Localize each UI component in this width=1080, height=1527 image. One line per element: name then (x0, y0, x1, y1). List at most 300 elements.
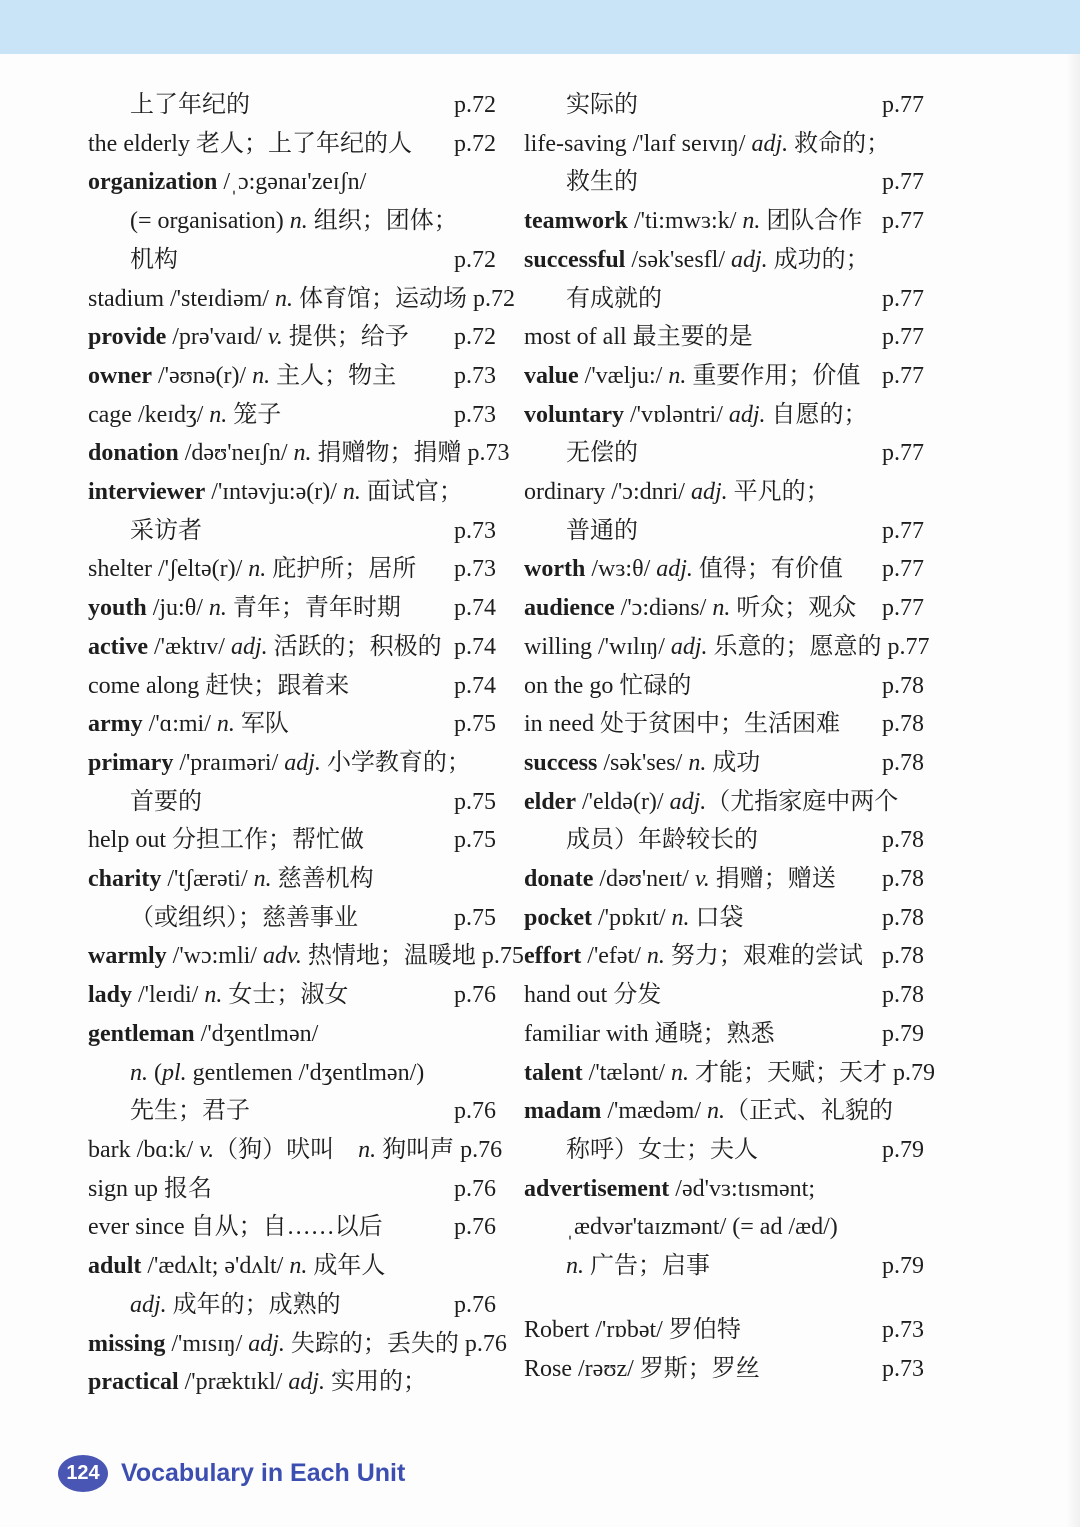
part-of-speech: adv. (262, 943, 302, 970)
vocab-entry-line (88, 125, 496, 164)
entry-detail: /'pɒkɪt/ (592, 904, 672, 931)
vocab-entry-line (88, 280, 515, 319)
page-ref: p.79 (882, 1136, 924, 1163)
entry-detail: 重要作用；价值 (686, 362, 861, 389)
page-ref: p.75 (454, 788, 496, 815)
part-of-speech: adj. (690, 479, 728, 506)
entry-detail: 机构 (130, 246, 178, 273)
entry-detail: 努力；艰难的尝试 (664, 943, 863, 970)
entry-text (88, 1131, 454, 1170)
entry-word: provide (88, 324, 167, 351)
page-ref: p.77 (882, 595, 924, 622)
vocab-entry-line (524, 821, 924, 860)
vocab-entry-line (524, 705, 924, 744)
vocab-entry-line (524, 1208, 924, 1247)
vocab-entry-line (524, 1311, 924, 1350)
page-ref: p.76 (454, 1214, 496, 1241)
entry-detail: 体育馆；运动场 (292, 285, 467, 312)
part-of-speech: n. (670, 1059, 689, 1086)
vocab-entry-line (88, 550, 496, 589)
entry-detail: /'praɪməri/ (173, 749, 285, 776)
entry-detail: 庇护所；居所 (266, 556, 417, 583)
entry-word: interviewer (88, 479, 206, 506)
page-ref: p.74 (454, 595, 496, 622)
entry-detail: 上了年纪的 (130, 92, 250, 118)
part-of-speech: adj. (230, 633, 268, 660)
entry-text (88, 744, 471, 783)
part-of-speech: n. (252, 362, 271, 389)
page-ref: p.78 (882, 672, 924, 699)
part-of-speech: pl. (162, 1059, 187, 1086)
page-ref: p.75 (454, 827, 496, 854)
vocab-entry-line (524, 1247, 924, 1286)
entry-detail: /'tælənt/ (582, 1059, 671, 1086)
vocab-entry-line (524, 512, 924, 551)
entry-text (88, 86, 250, 125)
entry-text (524, 860, 836, 899)
entry-detail: /əd'vɜ:tɪsmənt; (669, 1175, 816, 1202)
page-ref: p.75 (454, 711, 496, 738)
entry-word: donation (88, 440, 179, 467)
entry-text (524, 1131, 758, 1170)
entry-detail: 救生的 (566, 169, 638, 196)
entry-detail: 失踪的；丢失的 (284, 1330, 459, 1357)
page-ref: p.72 (454, 324, 496, 351)
vocab-entry-line (88, 202, 496, 241)
entry-detail: 乐意的；愿意的 (707, 633, 882, 660)
entry-detail: /'əʊnə(r)/ (151, 362, 253, 389)
vocab-entry-line (524, 1350, 924, 1389)
page-ref: p.73 (454, 556, 496, 583)
entry-text (524, 976, 661, 1015)
entry-detail: /'ɔ:diəns/ (614, 595, 713, 622)
entry-text (88, 1363, 427, 1402)
entry-detail: /'leɪdi/ (132, 982, 205, 1009)
entry-word: pocket (524, 904, 592, 931)
entry-word: lady (88, 982, 133, 1009)
entry-detail: 成年的；成熟的 (166, 1291, 341, 1318)
entry-detail: 面试官； (360, 479, 463, 506)
part-of-speech: n. (671, 904, 690, 931)
entry-detail: /'eldə(r)/ (575, 788, 670, 815)
entry-word: voluntary (524, 401, 625, 428)
vocab-entry-line (88, 357, 496, 396)
entry-detail: 军队 (234, 711, 289, 738)
vocab-entry-line (524, 241, 924, 280)
entry-detail: come along 赶快；跟着来 (88, 672, 350, 699)
entry-text (88, 1092, 250, 1131)
entry-detail: cage /keɪdʒ/ (88, 401, 210, 428)
page-ref: p.75 (481, 943, 524, 970)
vocab-entry-line (88, 1131, 503, 1170)
entry-text (524, 550, 843, 589)
entry-detail: shelter /'ʃeltə(r)/ (88, 556, 249, 583)
entry-text (524, 396, 868, 435)
page-ref: p.73 (454, 401, 496, 428)
entry-detail: 热情地；温暖地 (301, 943, 476, 970)
entry-detail: /dəʊ'neɪʃn/ (178, 440, 294, 467)
entry-detail: stadium /'steɪdiəm/ (88, 285, 275, 312)
page-ref: p.78 (882, 982, 924, 1009)
entry-word: worth (524, 556, 586, 583)
entry-text (524, 473, 830, 512)
entry-text (88, 1247, 385, 1286)
entry-detail: 实际的 (566, 92, 638, 118)
entry-detail: /'vælju:/ (578, 362, 669, 389)
vocab-entry-line (524, 86, 924, 125)
entry-text (88, 280, 467, 319)
entry-detail: familiar with 通晓；熟悉 (524, 1020, 775, 1047)
entry-detail: ( (148, 1059, 162, 1086)
entry-detail: （或组织）；慈善事业 (130, 904, 358, 931)
entry-detail: help out 分担工作；帮忙做 (88, 827, 364, 854)
entry-detail: ever since 自从；自……以后 (88, 1214, 383, 1241)
entry-detail: /dəʊ'neɪt/ (593, 866, 695, 893)
entry-detail: /ju:θ/ (146, 595, 209, 622)
entry-detail: 平凡的； (727, 479, 830, 506)
page-ref: p.78 (882, 866, 924, 893)
entry-word: active (88, 633, 148, 660)
page-ref: p.77 (882, 285, 924, 312)
page-ref: p.73 (467, 440, 510, 467)
entry-detail: 女士；淑女 (222, 982, 349, 1009)
vocab-entry-line (88, 1286, 496, 1325)
vocab-entry-line (524, 396, 924, 435)
entry-word: organization (88, 169, 218, 196)
entry-word: charity (88, 866, 162, 893)
entry-detail: /'præktɪkl/ (178, 1369, 289, 1396)
vocab-entry-line (88, 937, 524, 976)
entry-detail: 实用的； (324, 1369, 427, 1396)
vocab-entry-line (524, 589, 924, 628)
vocab-entry-line (88, 783, 496, 822)
part-of-speech: adj. (656, 556, 693, 583)
entry-text (524, 1015, 775, 1054)
entry-detail: 成员）年龄较长的 (566, 827, 758, 854)
entry-text (88, 1170, 212, 1209)
entry-detail: /'wɔ:mli/ (166, 943, 263, 970)
vocab-entry-line (524, 125, 924, 164)
page-ref: p.76 (460, 1136, 503, 1163)
vocab-entry-line (524, 744, 924, 783)
page-ref: p.74 (454, 633, 496, 660)
page-ref: p.76 (464, 1330, 507, 1357)
entry-word: missing (88, 1330, 166, 1357)
entry-text (88, 550, 416, 589)
entry-detail: /'æktɪv/ (147, 633, 231, 660)
entry-word: practical (88, 1369, 179, 1396)
vocab-entry-line (88, 1092, 496, 1131)
part-of-speech: adj. (130, 1291, 167, 1318)
entry-word: audience (524, 595, 615, 622)
column-section-gap (524, 1286, 924, 1311)
entry-word: elder (524, 788, 576, 815)
part-of-speech: n. (293, 440, 312, 467)
entry-detail: ordinary /'ɔ:dnri/ (524, 479, 691, 506)
part-of-speech: n. (646, 943, 665, 970)
entry-text (88, 589, 401, 628)
page-ref: p.77 (882, 517, 924, 544)
entry-detail: the elderly 老人；上了年纪的人 (88, 130, 412, 157)
entry-text (524, 1350, 760, 1389)
part-of-speech: n. (566, 1253, 584, 1280)
entry-text (88, 860, 374, 899)
entry-text (524, 163, 638, 202)
vocab-entry-line (88, 86, 496, 125)
part-of-speech: adj. (728, 401, 766, 428)
entry-detail: /'mædəm/ (601, 1098, 707, 1125)
entry-detail: 慈善机构 (271, 866, 374, 893)
part-of-speech: n. (248, 556, 267, 583)
entry-detail: Robert /'rɒbət/ 罗伯特 (524, 1316, 741, 1343)
entry-text (524, 1170, 815, 1209)
entry-detail: /'ædʌlt; ə'dʌlt/ (141, 1253, 290, 1280)
page-ref: p.78 (882, 711, 924, 738)
vocab-entry-line (524, 434, 924, 473)
vocab-entry-line (524, 976, 924, 1015)
entry-text (88, 434, 462, 473)
top-decorative-band (0, 0, 1080, 54)
part-of-speech: n. (130, 1059, 148, 1086)
vocab-entry-line (88, 434, 510, 473)
part-of-speech: n. (358, 1136, 377, 1163)
entry-detail: 称呼）女士；夫人 (566, 1136, 758, 1163)
entry-word: adult (88, 1253, 142, 1280)
vocab-entry-line (524, 163, 924, 202)
entry-detail: 先生；君子 (130, 1098, 250, 1125)
vocab-column-left (88, 86, 524, 1402)
entry-text (524, 705, 840, 744)
page-ref: p.72 (454, 130, 496, 157)
page-ref: p.74 (454, 672, 496, 699)
entry-detail: in need 处于贫困中；生活困难 (524, 711, 840, 738)
entry-text (524, 434, 638, 473)
part-of-speech: adj. (751, 130, 789, 157)
vocab-entry-line (88, 1247, 496, 1286)
part-of-speech: n. (209, 401, 228, 428)
vocab-entry-line (88, 1363, 496, 1402)
entry-detail: 才能；天赋；天才 (688, 1059, 887, 1086)
entry-detail: 小学教育的； (320, 749, 471, 776)
entry-text (88, 318, 409, 357)
vocab-entry-line (88, 899, 496, 938)
vocab-entry-line (88, 705, 496, 744)
entry-detail: ˌædvər'taɪzmənt/ (= ad /æd/) (566, 1214, 838, 1241)
page-ref: p.77 (882, 324, 924, 351)
part-of-speech: adj. (288, 1369, 325, 1396)
page-ref: p.77 (882, 362, 924, 389)
entry-text (88, 937, 476, 976)
entry-text (524, 1054, 887, 1093)
vocab-entry-line (524, 937, 924, 976)
part-of-speech: n. (289, 1253, 308, 1280)
vocab-entry-line (88, 512, 496, 551)
entry-word: success (524, 749, 598, 776)
entry-text (524, 589, 856, 628)
part-of-speech: n. (274, 285, 293, 312)
entry-text (524, 318, 753, 357)
page-ref: p.77 (882, 208, 924, 235)
vocab-entry-line (88, 976, 496, 1015)
page-ref: p.78 (882, 904, 924, 931)
entry-detail: 成年人 (307, 1253, 386, 1280)
part-of-speech: n. (253, 866, 272, 893)
entry-text (524, 125, 890, 164)
page-ref: p.76 (454, 1098, 496, 1125)
entry-detail: willing /'wɪlɪŋ/ (524, 633, 671, 660)
entry-text (524, 744, 760, 783)
entry-detail: life-saving /'laɪf seɪvɪŋ/ (524, 130, 752, 157)
vocab-entry-line (524, 1131, 924, 1170)
page-ref: p.77 (887, 633, 930, 660)
entry-text (524, 783, 898, 822)
page-ref: p.75 (454, 904, 496, 931)
vocab-entry-line (88, 318, 496, 357)
vocab-entry-line (524, 1054, 935, 1093)
vocab-column-right (524, 86, 935, 1388)
entry-detail: 主人；物主 (270, 362, 397, 389)
vocab-entry-line (88, 1015, 496, 1054)
entry-word: gentleman (88, 1020, 195, 1047)
page-ref: p.76 (454, 1291, 496, 1318)
entry-text (88, 1286, 341, 1325)
entry-text (88, 628, 442, 667)
part-of-speech: v. (694, 866, 710, 893)
entry-detail: （正式、礼貌的 (725, 1098, 893, 1125)
vocab-entry-line (524, 473, 924, 512)
entry-detail: 活跃的；积极的 (267, 633, 442, 660)
entry-detail: /'dʒentlmən/ (194, 1020, 319, 1047)
page-ref: p.78 (882, 749, 924, 776)
entry-detail: 广告；启事 (584, 1253, 710, 1280)
entry-detail: /sək'ses/ (597, 749, 689, 776)
entry-detail: bark /bɑ:k/ (88, 1136, 200, 1163)
entry-detail: 成功的； (767, 246, 870, 273)
entry-text (88, 705, 289, 744)
part-of-speech: n. (712, 595, 731, 622)
entry-text (88, 125, 412, 164)
vocab-entry-line (524, 1092, 924, 1131)
vocab-entry-line (524, 860, 924, 899)
entry-text (524, 899, 744, 938)
vocab-entry-line (88, 473, 496, 512)
part-of-speech: n. (342, 479, 361, 506)
entry-detail: 听众；观众 (730, 595, 857, 622)
entry-text (88, 1054, 424, 1093)
entry-detail: Rose /rəʊz/ 罗斯；罗丝 (524, 1355, 760, 1382)
entry-text (88, 163, 366, 202)
entry-word: value (524, 362, 579, 389)
entry-detail: on the go 忙碌的 (524, 672, 692, 699)
page-ref: p.77 (882, 440, 924, 467)
part-of-speech: n. (707, 1098, 725, 1125)
entry-detail: 有成就的 (566, 285, 662, 312)
part-of-speech: v. (199, 1136, 215, 1163)
page-ref: p.77 (882, 169, 924, 196)
page-ref: p.76 (454, 982, 496, 1009)
part-of-speech: adj. (284, 749, 321, 776)
entry-text (88, 473, 463, 512)
part-of-speech: adj. (731, 246, 768, 273)
page-ref: p.79 (882, 1253, 924, 1280)
page-ref: p.73 (454, 362, 496, 389)
vocab-entry-line (88, 744, 496, 783)
page-scan-edge (1066, 54, 1080, 1527)
entry-text (524, 86, 638, 125)
part-of-speech: n. (216, 711, 235, 738)
vocab-entry-line (524, 280, 924, 319)
vocab-entry-line (88, 821, 496, 860)
entry-word: madam (524, 1098, 602, 1125)
page-ref: p.72 (472, 285, 515, 312)
part-of-speech: adj. (670, 633, 708, 660)
entry-word: army (88, 711, 143, 738)
entry-text (88, 976, 348, 1015)
entry-detail: /sək'sesfl/ (625, 246, 731, 273)
part-of-speech: n. (742, 208, 761, 235)
page-ref: p.73 (882, 1355, 924, 1382)
entry-text (524, 1092, 893, 1131)
page-ref: p.79 (882, 1020, 924, 1047)
vocab-entry-line (524, 783, 924, 822)
part-of-speech: n. (688, 749, 707, 776)
entry-text (524, 280, 662, 319)
vocab-entry-line (88, 396, 496, 435)
page-ref: p.76 (454, 1175, 496, 1202)
entry-word: teamwork (524, 208, 628, 235)
entry-detail: /prə'vaɪd/ (166, 324, 268, 351)
page-ref: p.73 (454, 517, 496, 544)
entry-text (88, 512, 202, 551)
entry-text (88, 821, 364, 860)
entry-text (524, 512, 638, 551)
part-of-speech: n. (289, 208, 308, 235)
entry-text (524, 937, 863, 976)
entry-word: talent (524, 1059, 583, 1086)
entry-text (524, 1311, 741, 1350)
entry-detail: 自愿的； (765, 401, 868, 428)
entry-detail: most of all 最主要的是 (524, 324, 753, 351)
part-of-speech: adj. (669, 788, 707, 815)
entry-text (88, 783, 202, 822)
part-of-speech: n. (208, 595, 227, 622)
entry-detail: 成功 (706, 749, 761, 776)
part-of-speech: adj. (248, 1330, 285, 1357)
page-ref: p.72 (454, 92, 496, 118)
part-of-speech: n. (204, 982, 223, 1009)
entry-detail: 普通的 (566, 517, 638, 544)
vocab-entry-line (524, 202, 924, 241)
page-ref: p.73 (882, 1316, 924, 1343)
entry-detail: 值得；有价值 (692, 556, 843, 583)
vocab-entry-line (88, 1208, 496, 1247)
entry-detail: /'efət/ (581, 943, 647, 970)
entry-detail: （尤指家庭中两个 (706, 788, 899, 815)
entry-text (524, 202, 862, 241)
vocab-entry-line (524, 628, 930, 667)
entry-detail: （狗）吠叫 (214, 1136, 359, 1163)
vocab-entry-line (88, 628, 496, 667)
entry-text (88, 202, 458, 241)
vocab-entry-line (524, 357, 924, 396)
vocab-entry-line (524, 667, 924, 706)
page-ref: p.79 (892, 1059, 935, 1086)
vocab-entry-line (88, 1170, 496, 1209)
entry-text (88, 396, 281, 435)
entry-word: primary (88, 749, 174, 776)
entry-detail: /ˌɔ:gənaɪ'zeɪʃn/ (217, 169, 367, 196)
entry-text (524, 241, 870, 280)
